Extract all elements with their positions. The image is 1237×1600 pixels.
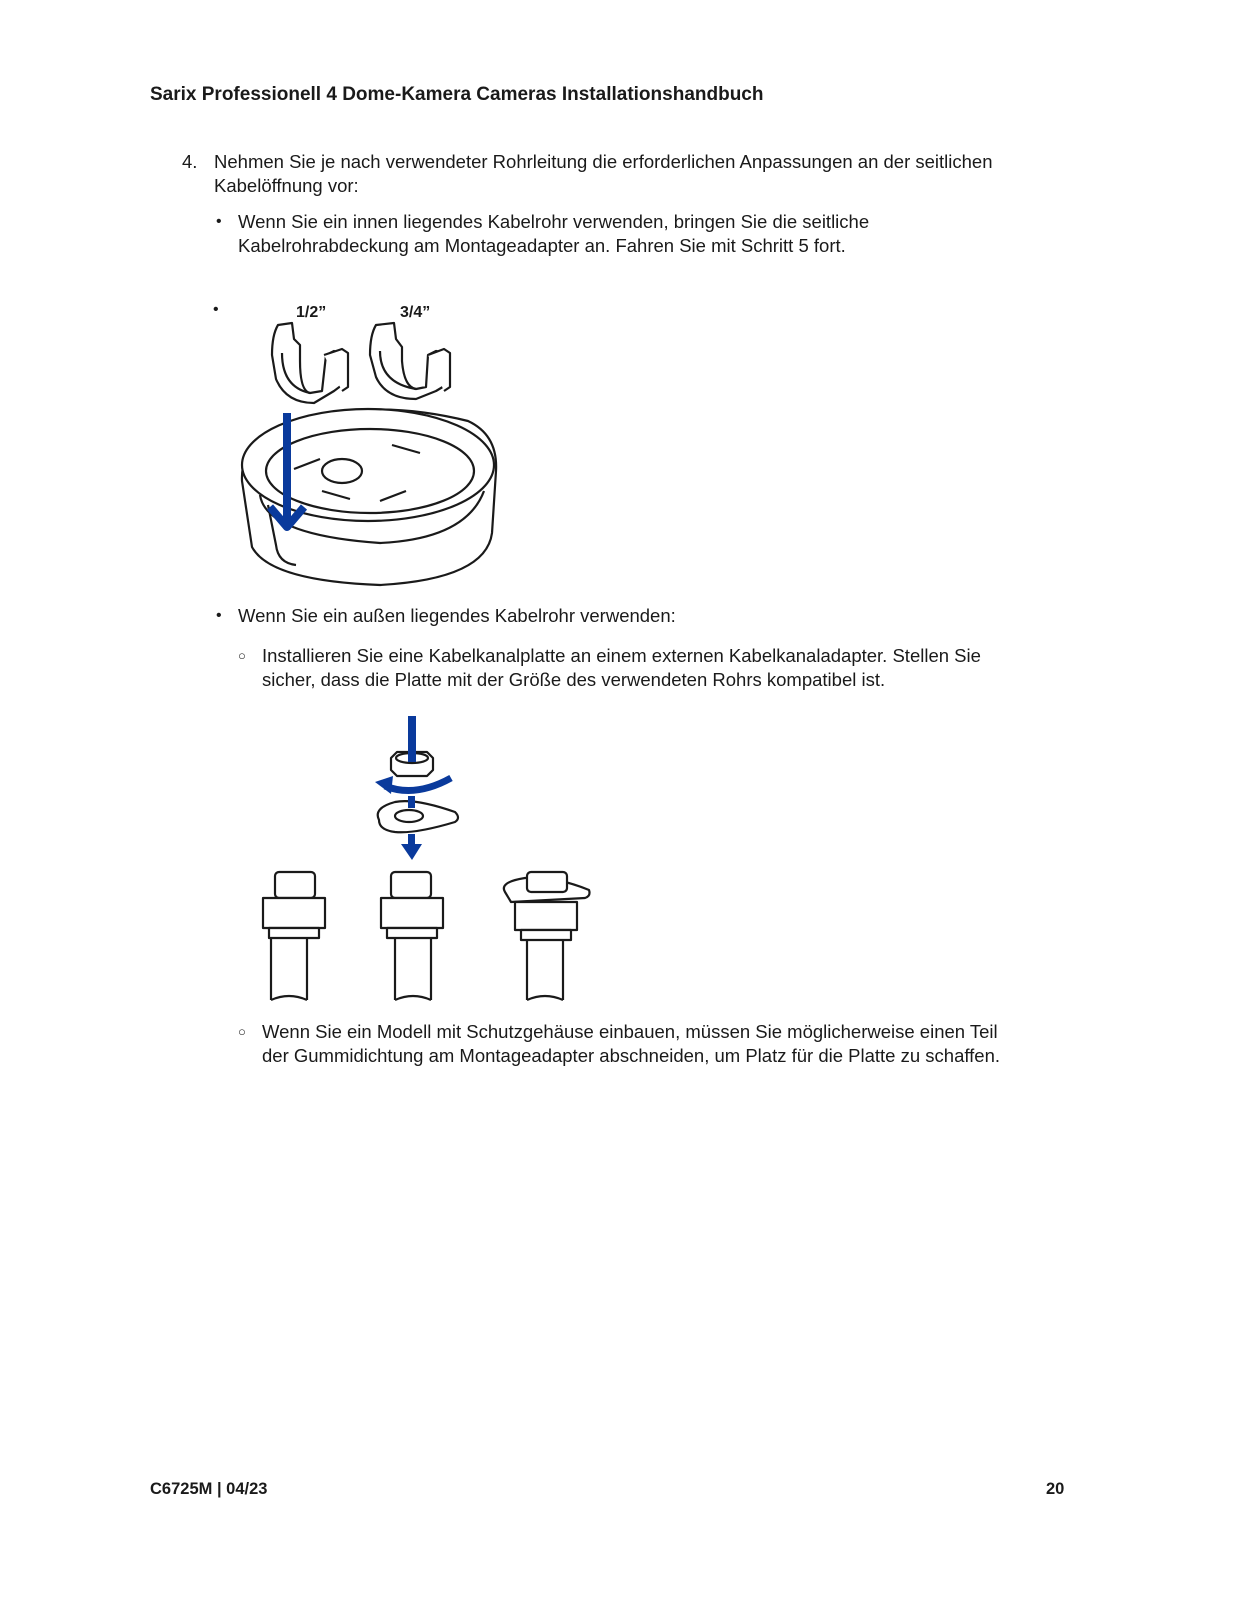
label-three-quarter-inch: 3/4”: [400, 304, 431, 321]
footer-page-number: 20: [1046, 1480, 1065, 1498]
step-number: 4.: [182, 151, 198, 172]
bullet-mark: •: [213, 301, 219, 318]
bullet-inside-text: Wenn Sie ein innen liegendes Kabelrohr verwenden, bringen Sie die seitliche Kabelrohrabdeckung am Montageadapter an. Fahren Sie mit Schritt 5 fort.: [238, 211, 870, 256]
fitting-1: [263, 872, 325, 1000]
rotate-arrow-icon: [375, 776, 451, 794]
label-half-inch: 1/2”: [296, 304, 327, 321]
bullet-mark: •: [216, 213, 222, 230]
footer-doc-id: C6725M | 04/23: [150, 1480, 268, 1498]
sub-bullet-mark: ○: [238, 1024, 246, 1039]
fitting-3: [504, 872, 590, 1000]
sub-bullet-plate-text: Installieren Sie eine Kabelkanalplatte an einem externen Kabelkanaladapter. Stellen Sie sicher, dass die Platte mit der Größe des verwendeten Rohrs kompatibel ist.: [262, 645, 981, 690]
sub-bullet-housing-text: Wenn Sie ein Modell mit Schutzgehäuse einbauen, müssen Sie möglicherweise einen Teil der Gummidichtung am Montageadapter abschneiden, um Platz für die Platte zu schaffen.: [262, 1021, 1001, 1066]
fitting-2: [381, 872, 443, 1000]
sub-bullet-mark: ○: [238, 648, 246, 663]
page-header-title: Sarix Professionell 4 Dome-Kamera Cameras Installationshandbuch: [150, 84, 764, 105]
conduit-plate-figure: [255, 712, 600, 1007]
bullet-mark: •: [216, 607, 222, 624]
bullet-outside-text: Wenn Sie ein außen liegendes Kabelrohr verwenden:: [238, 605, 676, 626]
step-text: Nehmen Sie je nach verwendeter Rohrleitung die erforderlichen Anpassungen an der seitlichen Kabelöffnung vor:: [214, 151, 993, 196]
conduit-cover-figure: [230, 295, 520, 595]
